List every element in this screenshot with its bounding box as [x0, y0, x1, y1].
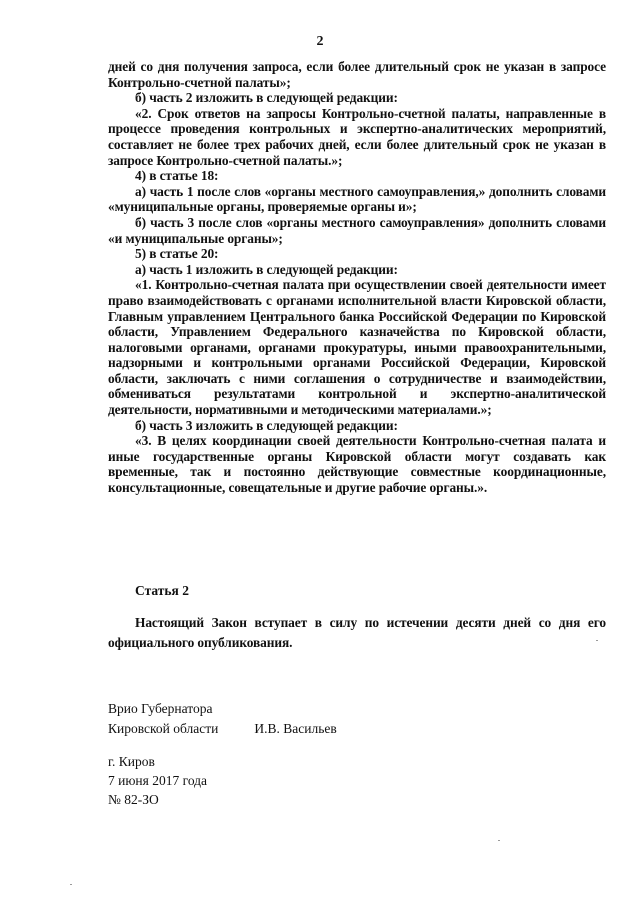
signatory-title-line2: Кировской области [108, 721, 219, 736]
scan-speck [70, 884, 72, 885]
paragraph: 5) в статье 20: [135, 246, 219, 262]
paragraph: 4) в статье 18: [135, 168, 219, 184]
article-text [108, 613, 606, 653]
paragraph: б) часть 3 после слов «органы местного самоуправления» дополнить словами «и муниципальные органы»; [108, 214, 606, 246]
paragraph: б) часть 2 изложить в следующей редакции: [135, 90, 398, 106]
paragraph: а) часть 1 изложить в следующей редакции: [135, 261, 398, 277]
signatory-title-line1: Врио Губернатора [108, 701, 213, 716]
signing-date: 7 июня 2017 года [108, 773, 208, 788]
city: г. Киров [108, 754, 155, 769]
article-heading: Статья 2 [135, 583, 189, 598]
signatory-row [108, 719, 337, 739]
scan-speck [596, 640, 598, 641]
amendment-text [108, 59, 606, 496]
signature-block [108, 699, 337, 739]
paragraph: «2. Срок ответов на запросы Контрольно-счетной палаты, направленные в процессе проведения контрольных и экспертно-аналитических мероприятий, составляет не более трех рабочих дней, если более длительный срок не указан в запросе Контрольно-счетной палаты.»; [108, 105, 606, 168]
signatory-name: И.В. Васильев [254, 721, 337, 736]
paragraph: «3. В целях координации своей деятельности Контрольно-счетная палата и иные государственные органы Кировской области могут создавать как временные, так и постоянно действующие совместные координационные, консультационные, совещательные и другие рабочие органы.». [108, 433, 606, 496]
paragraph: б) часть 3 изложить в следующей редакции: [135, 417, 398, 433]
page-number: 2 [316, 34, 324, 49]
law-number: № 82-ЗО [108, 792, 159, 807]
article-body: Настоящий Закон вступает в силу по истечении десяти дней со дня его официального опубликования. [108, 615, 606, 650]
paragraph: «1. Контрольно-счетная палата при осуществлении своей деятельности имеет право взаимодействовать с органами исполнительной власти Кировской области, Главным управлением Центрального банка Российской Федерации по Кировской области, Управлением Федерального казначейства по Кировской области, налоговыми органами, органами прокуратуры, иными правоохранительными, надзорными и контрольными органами Российской Федерации, Кировской области, заключать с ними соглашения о сотрудничестве и взаимодействии, обмениваться результатами контрольной и экспертно-аналитической деятельности, нормативными и методическими материалами.»; [108, 277, 606, 418]
scan-speck [498, 840, 500, 841]
place-date-block [108, 752, 207, 809]
paragraph: а) часть 1 после слов «органы местного самоуправления,» дополнить словами «муниципальные органы, проверяемые органы и»; [108, 183, 606, 215]
paragraph: дней со дня получения запроса, если более длительный срок не указан в запросе Контрольно-счетной палаты»; [108, 59, 606, 90]
